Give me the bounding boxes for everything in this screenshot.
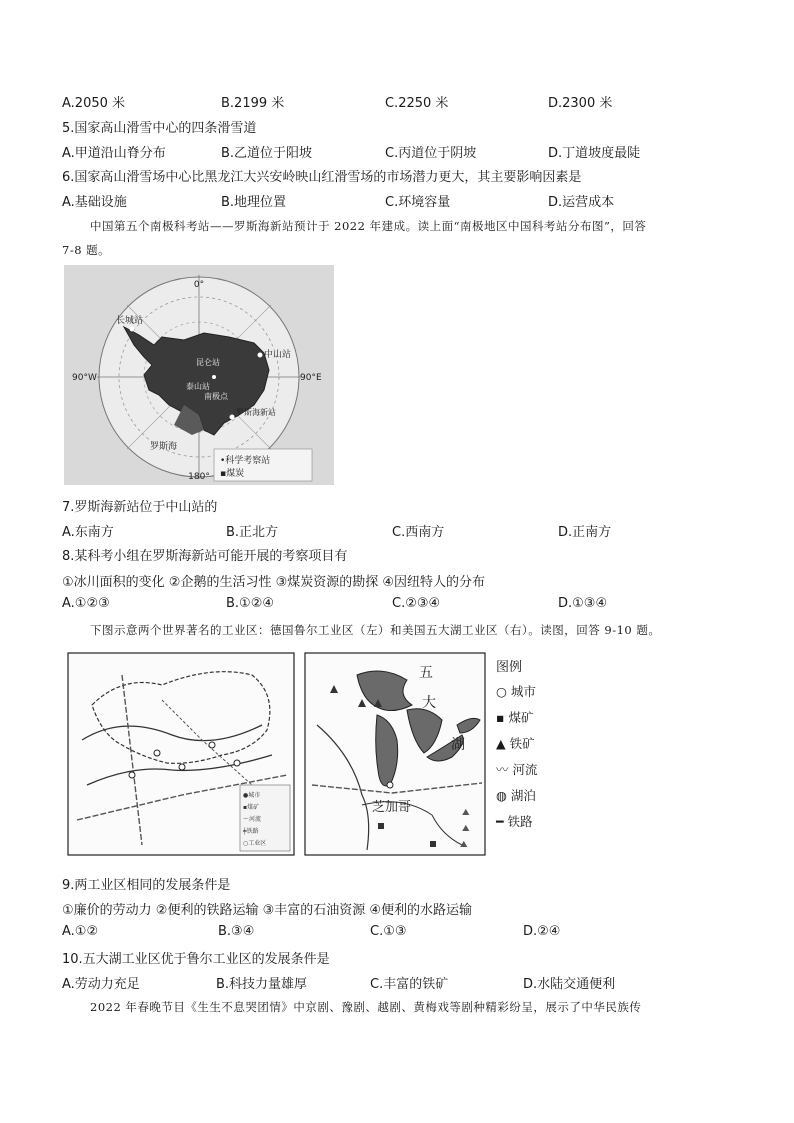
coal-symbol-icon: ▪ (496, 710, 509, 725)
intro-9-10: 下图示意两个世界著名的工业区：德国鲁尔工业区（左）和美国五大湖工业区（右）。读图，回答 9-10 题。 (90, 623, 661, 637)
legend-station: •科学考察站 (220, 456, 271, 466)
q9-option-d: D.②④ (523, 924, 561, 939)
q4-option-d: D.2300 米 (548, 96, 613, 111)
q10-option-d: D.水陆交通便利 (523, 977, 616, 992)
q8-items: ①冰川面积的变化 ②企鹅的生活习性 ③煤炭资源的勘探 ④因纽特人的分布 (62, 575, 486, 590)
legend-city-label: 城市 (510, 684, 536, 699)
q10-option-b: B.科技力量雄厚 (216, 977, 308, 992)
zhongshan-label: 中山站 (264, 350, 292, 360)
q6-option-a: A.基础设施 (62, 195, 127, 210)
river-symbol-icon: 〰 (496, 762, 513, 777)
q7-option-d: D.正南方 (558, 525, 612, 540)
q5-option-a: A.甲道沿山脊分布 (62, 146, 166, 161)
legend-city (496, 682, 536, 700)
q5-option-d: D.丁道坡度最陡 (548, 146, 641, 161)
legend-railway-label: 铁路 (507, 814, 533, 829)
changcheng-label: 长城站 (116, 316, 144, 326)
svg-text:⛰: ⛰ (462, 808, 470, 818)
svg-text:⛰: ⛰ (462, 824, 470, 834)
legend-iron-mine (496, 734, 535, 752)
q8-option-d: D.①③④ (558, 596, 608, 611)
lake-symbol-icon: ◍ (496, 788, 511, 803)
ruhr-legend-rail: ╪铁路 (243, 828, 259, 835)
q8-option-b: B.①②④ (226, 596, 275, 611)
q8-option-a: A.①②③ (62, 596, 110, 611)
ruhr-legend-zone: ○工业区 (243, 840, 267, 847)
q9-items: ①廉价的劳动力 ②便利的铁路运输 ③丰富的石油资源 ④便利的水路运输 (62, 903, 473, 918)
q6-option-b: B.地理位置 (221, 195, 287, 210)
q4-option-b: B.2199 米 (221, 96, 285, 111)
south-pole-label: 南极点 (204, 392, 228, 401)
q7-option-a: A.东南方 (62, 525, 114, 540)
legend-coal-mine (496, 708, 533, 726)
q5-option-c: C.丙道位于阴坡 (385, 146, 477, 161)
legend-iron-label: 铁矿 (509, 736, 535, 751)
ruhr-legend-city: ●城市 (243, 792, 261, 799)
antarctic-station-map (64, 265, 334, 485)
legend-coal-label: 煤矿 (508, 710, 534, 725)
great-lakes-char-3: 湖 (451, 737, 465, 753)
q10-stem: 10.五大湖工业区优于鲁尔工业区的发展条件是 (62, 952, 330, 967)
q9-stem: 9.两工业区相同的发展条件是 (62, 878, 231, 893)
q6-option-c: C.环境容量 (385, 195, 451, 210)
intro-11: 2022 年春晚节目《生生不息哭团情》中京剧、豫剧、越剧、黄梅戏等剧种精彩纷呈，展示了中华民族传 (90, 1000, 642, 1014)
q9-option-b: B.③④ (218, 924, 255, 939)
lon-0-label: 0° (193, 280, 205, 290)
intro-7-8-line1: 中国第五个南极科考站——罗斯海新站预计于 2022 年建成。读上面“南极地区中国科考站分布图”，回答 (90, 219, 647, 233)
q5-stem: 5.国家高山滑雪中心的四条滑雪道 (62, 121, 257, 136)
lon-90e-label: 90°E (300, 373, 322, 383)
q8-stem: 8.某科考小组在罗斯海新站可能开展的考察项目有 (62, 549, 348, 564)
great-lakes-char-2: 大 (422, 695, 436, 711)
industrial-regions-map (62, 645, 562, 860)
luosihai-new-label: 罗斯海新站 (236, 408, 276, 417)
legend-railway (496, 812, 533, 830)
great-lakes-char-1: 五 (419, 665, 433, 681)
taishan-label: 泰山站 (186, 382, 210, 391)
q5-option-b: B.乙道位于阳坡 (221, 146, 313, 161)
q6-stem: 6.国家高山滑雪场中心比黑龙江大兴安岭映山红滑雪场的市场潜力更大，其主要影响因素是 (62, 170, 582, 185)
legend-coal: ▪煤炭 (220, 469, 245, 479)
q9-option-c: C.①③ (370, 924, 407, 939)
ruhr-legend-coal: ▪煤矿 (243, 804, 260, 811)
q4-option-c: C.2250 米 (385, 96, 449, 111)
q8-option-c: C.②③④ (392, 596, 441, 611)
iron-symbol-icon: ▲ (496, 736, 510, 751)
legend-river-label: 河流 (512, 762, 538, 777)
q10-option-c: C.丰富的铁矿 (370, 977, 449, 992)
q6-option-d: D.运营成本 (548, 195, 615, 210)
lon-180-label: 180° (188, 472, 210, 482)
q9-option-a: A.①② (62, 924, 99, 939)
legend-lake (496, 786, 536, 804)
city-symbol-icon: ○ (496, 684, 511, 699)
legend-title: 图例 (496, 660, 523, 675)
q7-option-c: C.西南方 (392, 525, 445, 540)
q10-option-a: A.劳动力充足 (62, 977, 140, 992)
lon-90w-label: 90°W (72, 373, 97, 383)
legend-lake-label: 湖泊 (510, 788, 536, 803)
intro-7-8-line2: 7-8 题。 (62, 243, 111, 257)
q4-option-a: A.2050 米 (62, 96, 126, 111)
railway-symbol-icon: ━ (496, 814, 508, 829)
q7-stem: 7.罗斯海新站位于中山站的 (62, 500, 218, 515)
kunlun-label: 昆仑站 (196, 358, 220, 367)
luosihai-label: 罗斯海 (150, 442, 178, 452)
q7-option-b: B.正北方 (226, 525, 279, 540)
svg-text:⛰: ⛰ (460, 840, 468, 850)
legend-river (496, 760, 538, 778)
ruhr-legend-river: 〜河流 (243, 816, 262, 823)
chicago-label: 芝加哥 (372, 800, 412, 815)
